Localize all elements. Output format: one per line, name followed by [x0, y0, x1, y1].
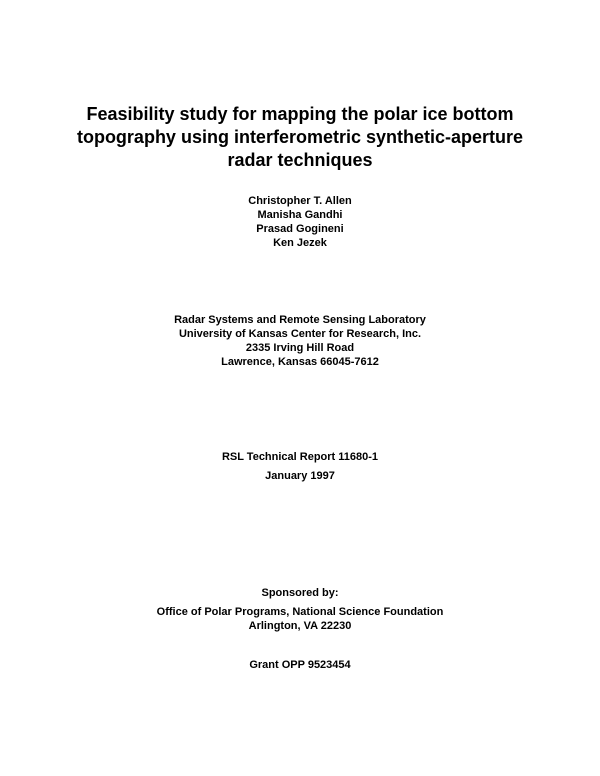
title-line-3: radar techniques — [227, 150, 373, 170]
title-line-1: Feasibility study for mapping the polar ice bottom — [86, 104, 514, 124]
lab-name: Radar Systems and Remote Sensing Laboratory — [174, 314, 426, 326]
title-line-2: topography using interferometric synthetic-aperture — [76, 127, 524, 147]
author-name: Manisha Gandhi — [257, 209, 343, 221]
city-address: Lawrence, Kansas 66045-7612 — [221, 356, 379, 368]
author-name: Prasad Gogineni — [256, 223, 344, 235]
report-date: January 1997 — [265, 470, 335, 482]
report-title — [0, 103, 600, 172]
report-number: RSL Technical Report 11680-1 — [221, 451, 379, 463]
author-list — [0, 194, 600, 250]
author-name: Ken Jezek — [273, 237, 327, 249]
sponsor-location: Arlington, VA 22230 — [248, 620, 352, 632]
report-info — [0, 449, 600, 484]
sponsor-office: Office of Polar Programs, National Science Foundation — [156, 606, 444, 618]
university-name: University of Kansas Center for Research, Inc. — [178, 328, 422, 340]
author-name: Christopher T. Allen — [248, 195, 352, 207]
sponsor-heading: Sponsored by: — [261, 587, 339, 599]
street-address: 2335 Irving Hill Road — [245, 342, 355, 354]
institution-address — [0, 313, 600, 369]
sponsor-info — [0, 605, 600, 633]
grant-number: Grant OPP 9523454 — [249, 659, 351, 671]
